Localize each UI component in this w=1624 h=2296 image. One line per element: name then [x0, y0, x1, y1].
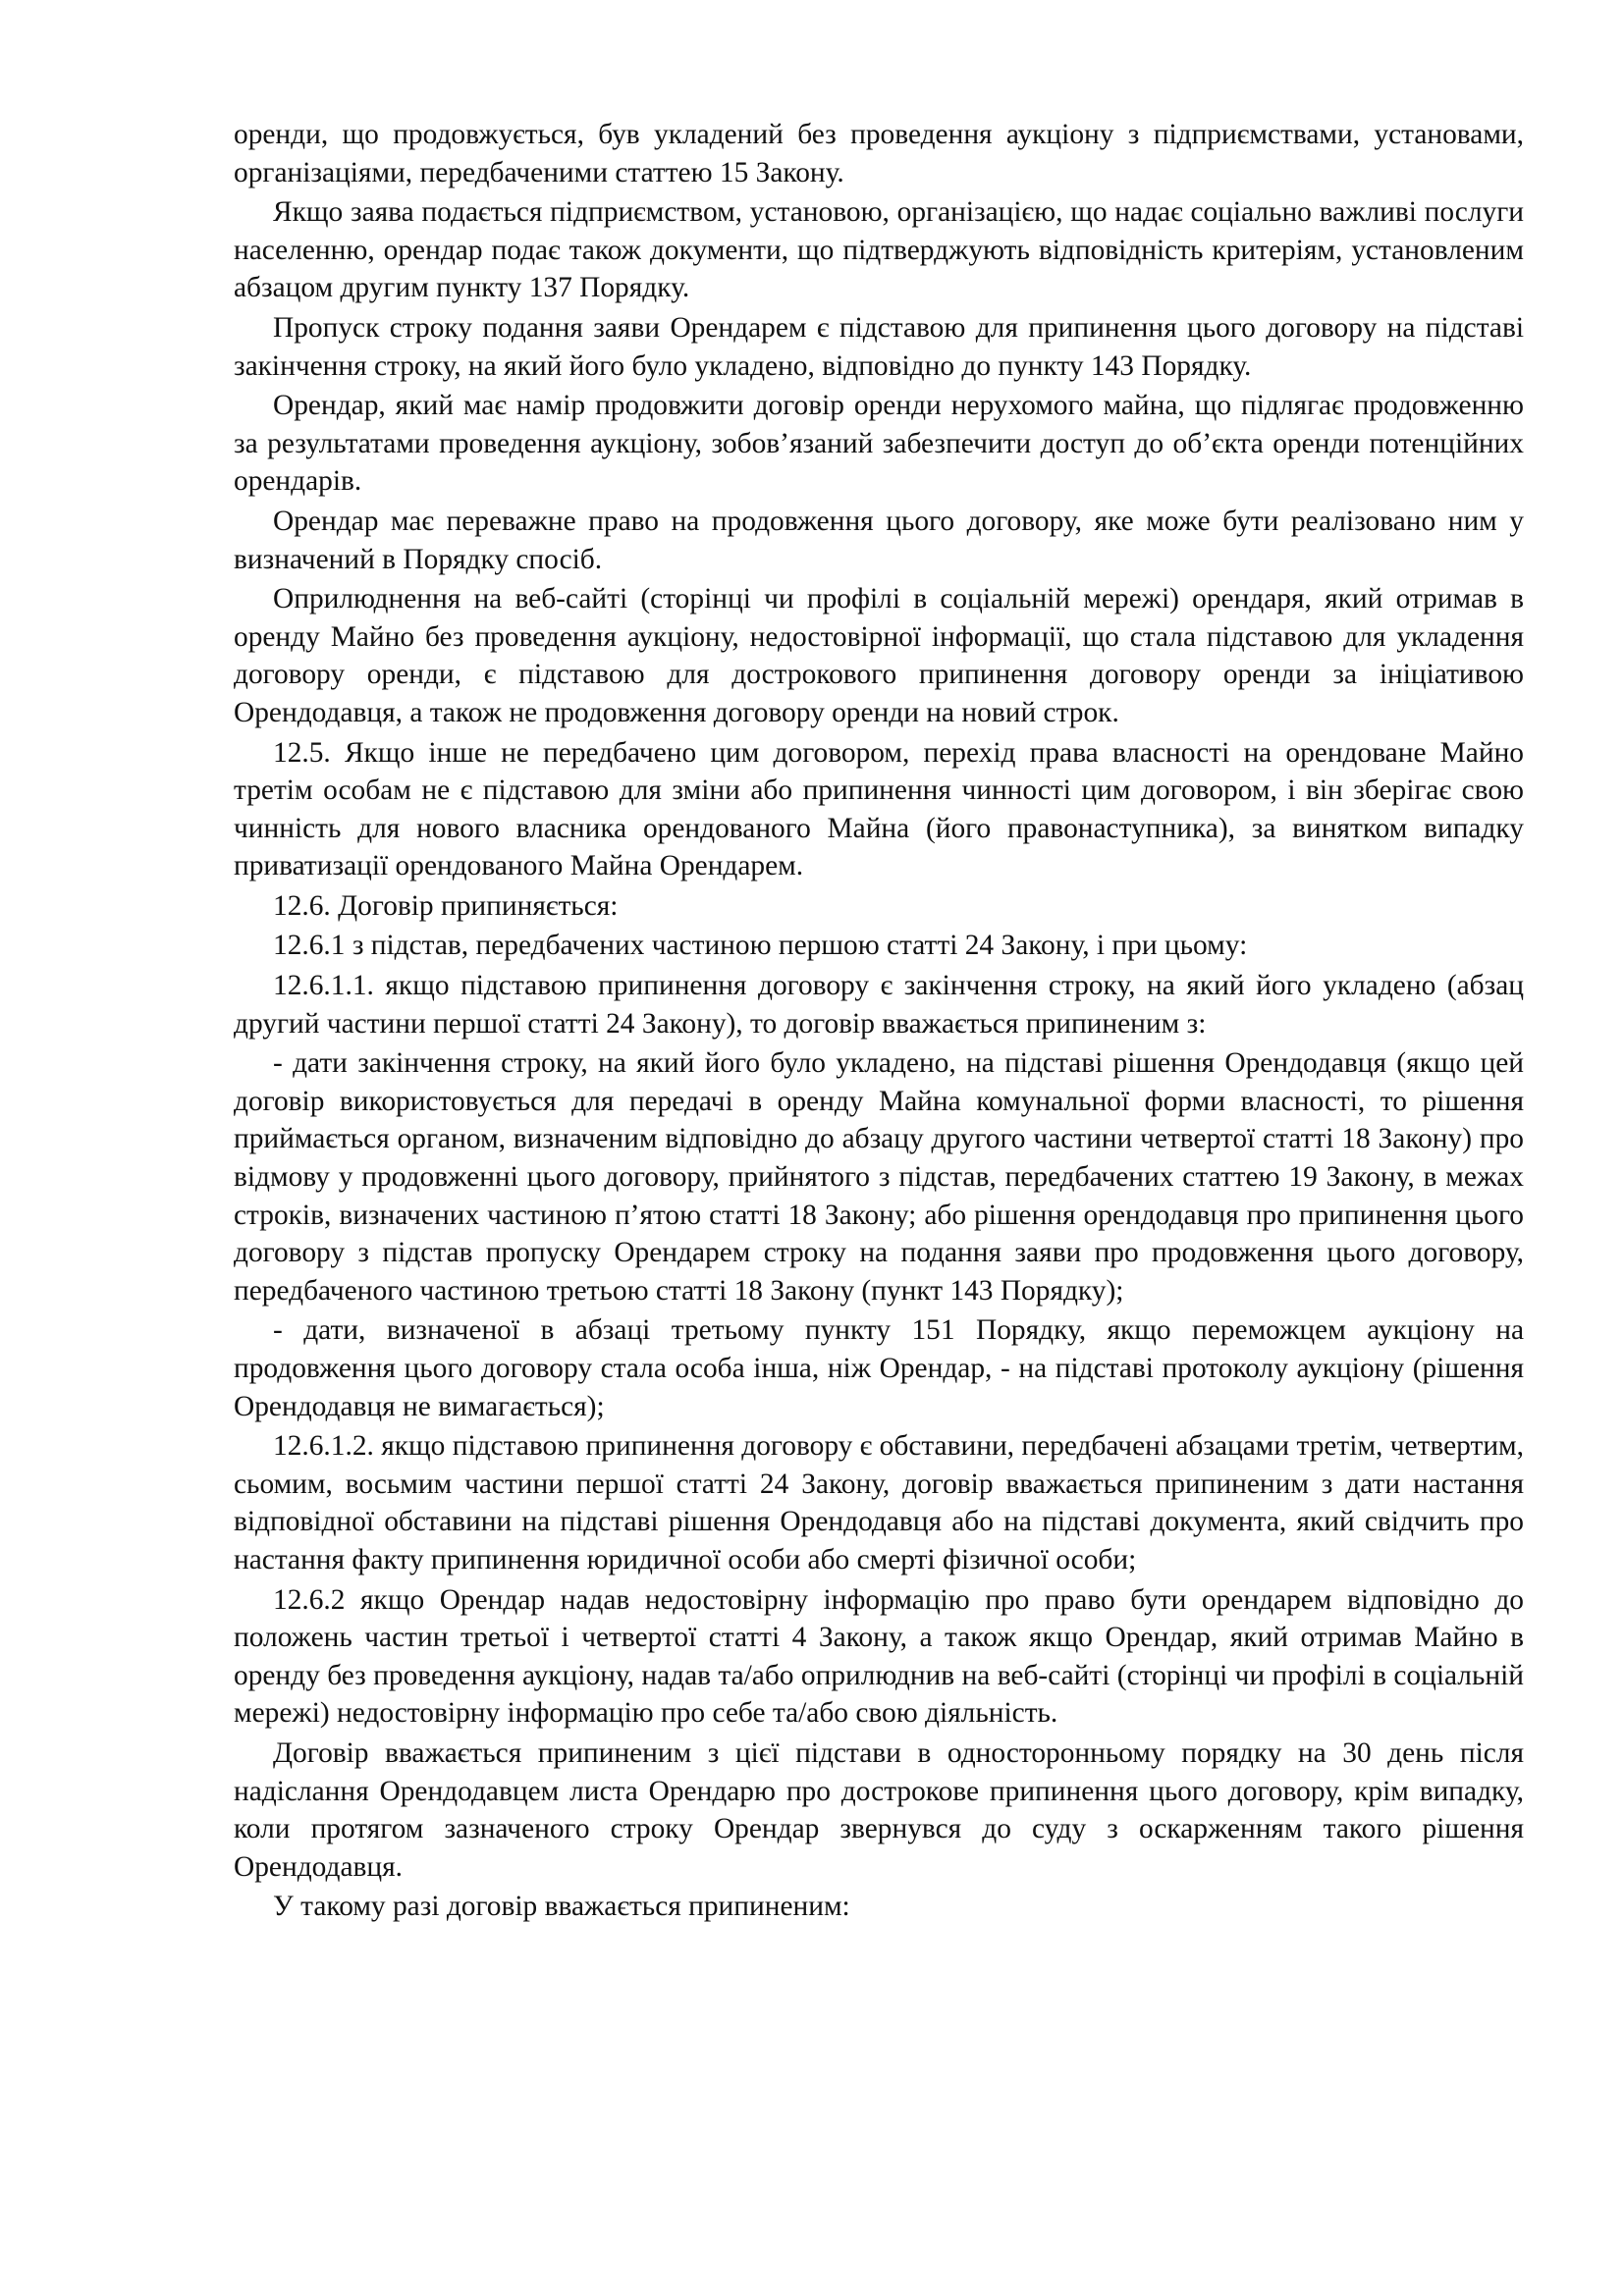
- paragraph-social-services: Якщо заява подається підприємством, установою, організацією, що надає соціально важливі послуги населенню, орендар подає також документи, що підтверджують відповідність критеріям, установленим абзацом другим пункту 137 Порядку.: [234, 196, 1524, 304]
- paragraph-false-information: Оприлюднення на веб-сайті (сторінці чи профілі в соціальній мережі) орендаря, який отримав в оренду Майно без проведення аукціону, недостовірної інформації, що стала підставою для укладення договору оренди, є підставою для дострокового припинення договору оренди за ініціативою Орендодавця, а також не продовження договору оренди на новий строк.: [234, 583, 1524, 728]
- clause-12-6: 12.6. Договір припиняється:: [273, 889, 619, 922]
- document-page: [234, 116, 1524, 1928]
- paragraph-preferential-right: Орендар має переважне право на продовження цього договору, яке може бути реалізовано ним у визначений в Порядку спосіб.: [234, 505, 1524, 575]
- clause-12-6-1-2: 12.6.1.2. якщо підставою припинення договору є обставини, передбачені абзацами третім, четвертим, сьомим, восьмим частини першої статті 24 Закону, договір вважається припиненим з дати настання відповідної обставини на підставі рішення Орендодавця або на підставі документа, який свідчить про настання факту припинення юридичної особи або смерті фізичної особи;: [234, 1430, 1524, 1575]
- clause-12-6-1: 12.6.1 з підстав, передбачених частиною першою статті 24 Закону, і при цьому:: [273, 930, 1248, 962]
- paragraph-access-obligation: Орендар, який має намір продовжити договір оренди нерухомого майна, що підлягає продовженню за результатами проведення аукціону, зобов’язаний забезпечити доступ до об’єкта оренди потенційних орендарів.: [234, 390, 1524, 498]
- paragraph-termination-effect: У такому разі договір вважається припиненим:: [273, 1891, 850, 1923]
- clause-12-5: 12.5. Якщо інше не передбачено цим договором, перехід права власності на орендоване Майно третім особам не є підставою для зміни або припинення чинності цим договором, і він зберігає свою чинність для нового власника орендованого Майна (його правонаступника), за винятком випадку приватизації орендованого Майна Орендарем.: [234, 736, 1524, 882]
- paragraph-missed-deadline: Пропуск строку подання заяви Орендарем є підставою для припинення цього договору на підставі закінчення строку, на який його було укладено, відповідно до пункту 143 Порядку.: [234, 311, 1524, 382]
- list-item-term-expiry: - дати закінчення строку, на який його було укладено, на підставі рішення Орендодавця (якщо цей договір використовується для передачі в оренду Майна комунальної форми власності, то рішення приймається органом, визначеним відповідно до абзацу другого частини четвертої статті 18 Закону) про відмову у продовженні цього договору, прийнятого з підстав, передбачених статтею 19 Закону, в межах строків, визначених частиною п’ятою статті 18 Закону; або рішення орендодавця про припинення цього договору з підстав пропуску Орендарем строку на подання заяви про продовження цього договору, передбаченого частиною третьою статті 18 Закону (пункт 143 Порядку);: [234, 1047, 1524, 1307]
- list-item-auction-winner: - дати, визначеної в абзаці третьому пункту 151 Порядку, якщо переможцем аукціону на продовження цього договору стала особа інша, ніж Орендар, - на підставі протоколу аукціону (рішення Орендодавця не вимагається);: [234, 1314, 1524, 1422]
- clause-12-6-1-1: 12.6.1.1. якщо підставою припинення договору є закінчення строку, на який його укладено (абзац другий частини першої статті 24 Закону), то договір вважається припиненим з:: [234, 970, 1524, 1040]
- clause-12-6-2: 12.6.2 якщо Орендар надав недостовірну інформацію про право бути орендарем відповідно до положень частин третьої і четвертої статті 4 Закону, а також якщо Орендар, який отримав Майно в оренду без проведення аукціону, надав та/або оприлюднив на веб-сайті (сторінці чи профілі в соціальній мережі) недостовірну інформацію про себе та/або свою діяльність.: [234, 1583, 1524, 1730]
- paragraph-unilateral-termination: Договір вважається припиненим з цієї підстави в односторонньому порядку на 30 день після надіслання Орендодавцем листа Орендарю про дострокове припинення цього договору, крім випадку, коли протягом зазначеного строку Орендар звернувся до суду з оскарженням такого рішення Орендодавця.: [234, 1736, 1524, 1883]
- paragraph-continuation: оренди, що продовжується, був укладений без проведення аукціону з підприємствами, установами, організаціями, передбаченими статтею 15 Закону.: [234, 119, 1524, 188]
